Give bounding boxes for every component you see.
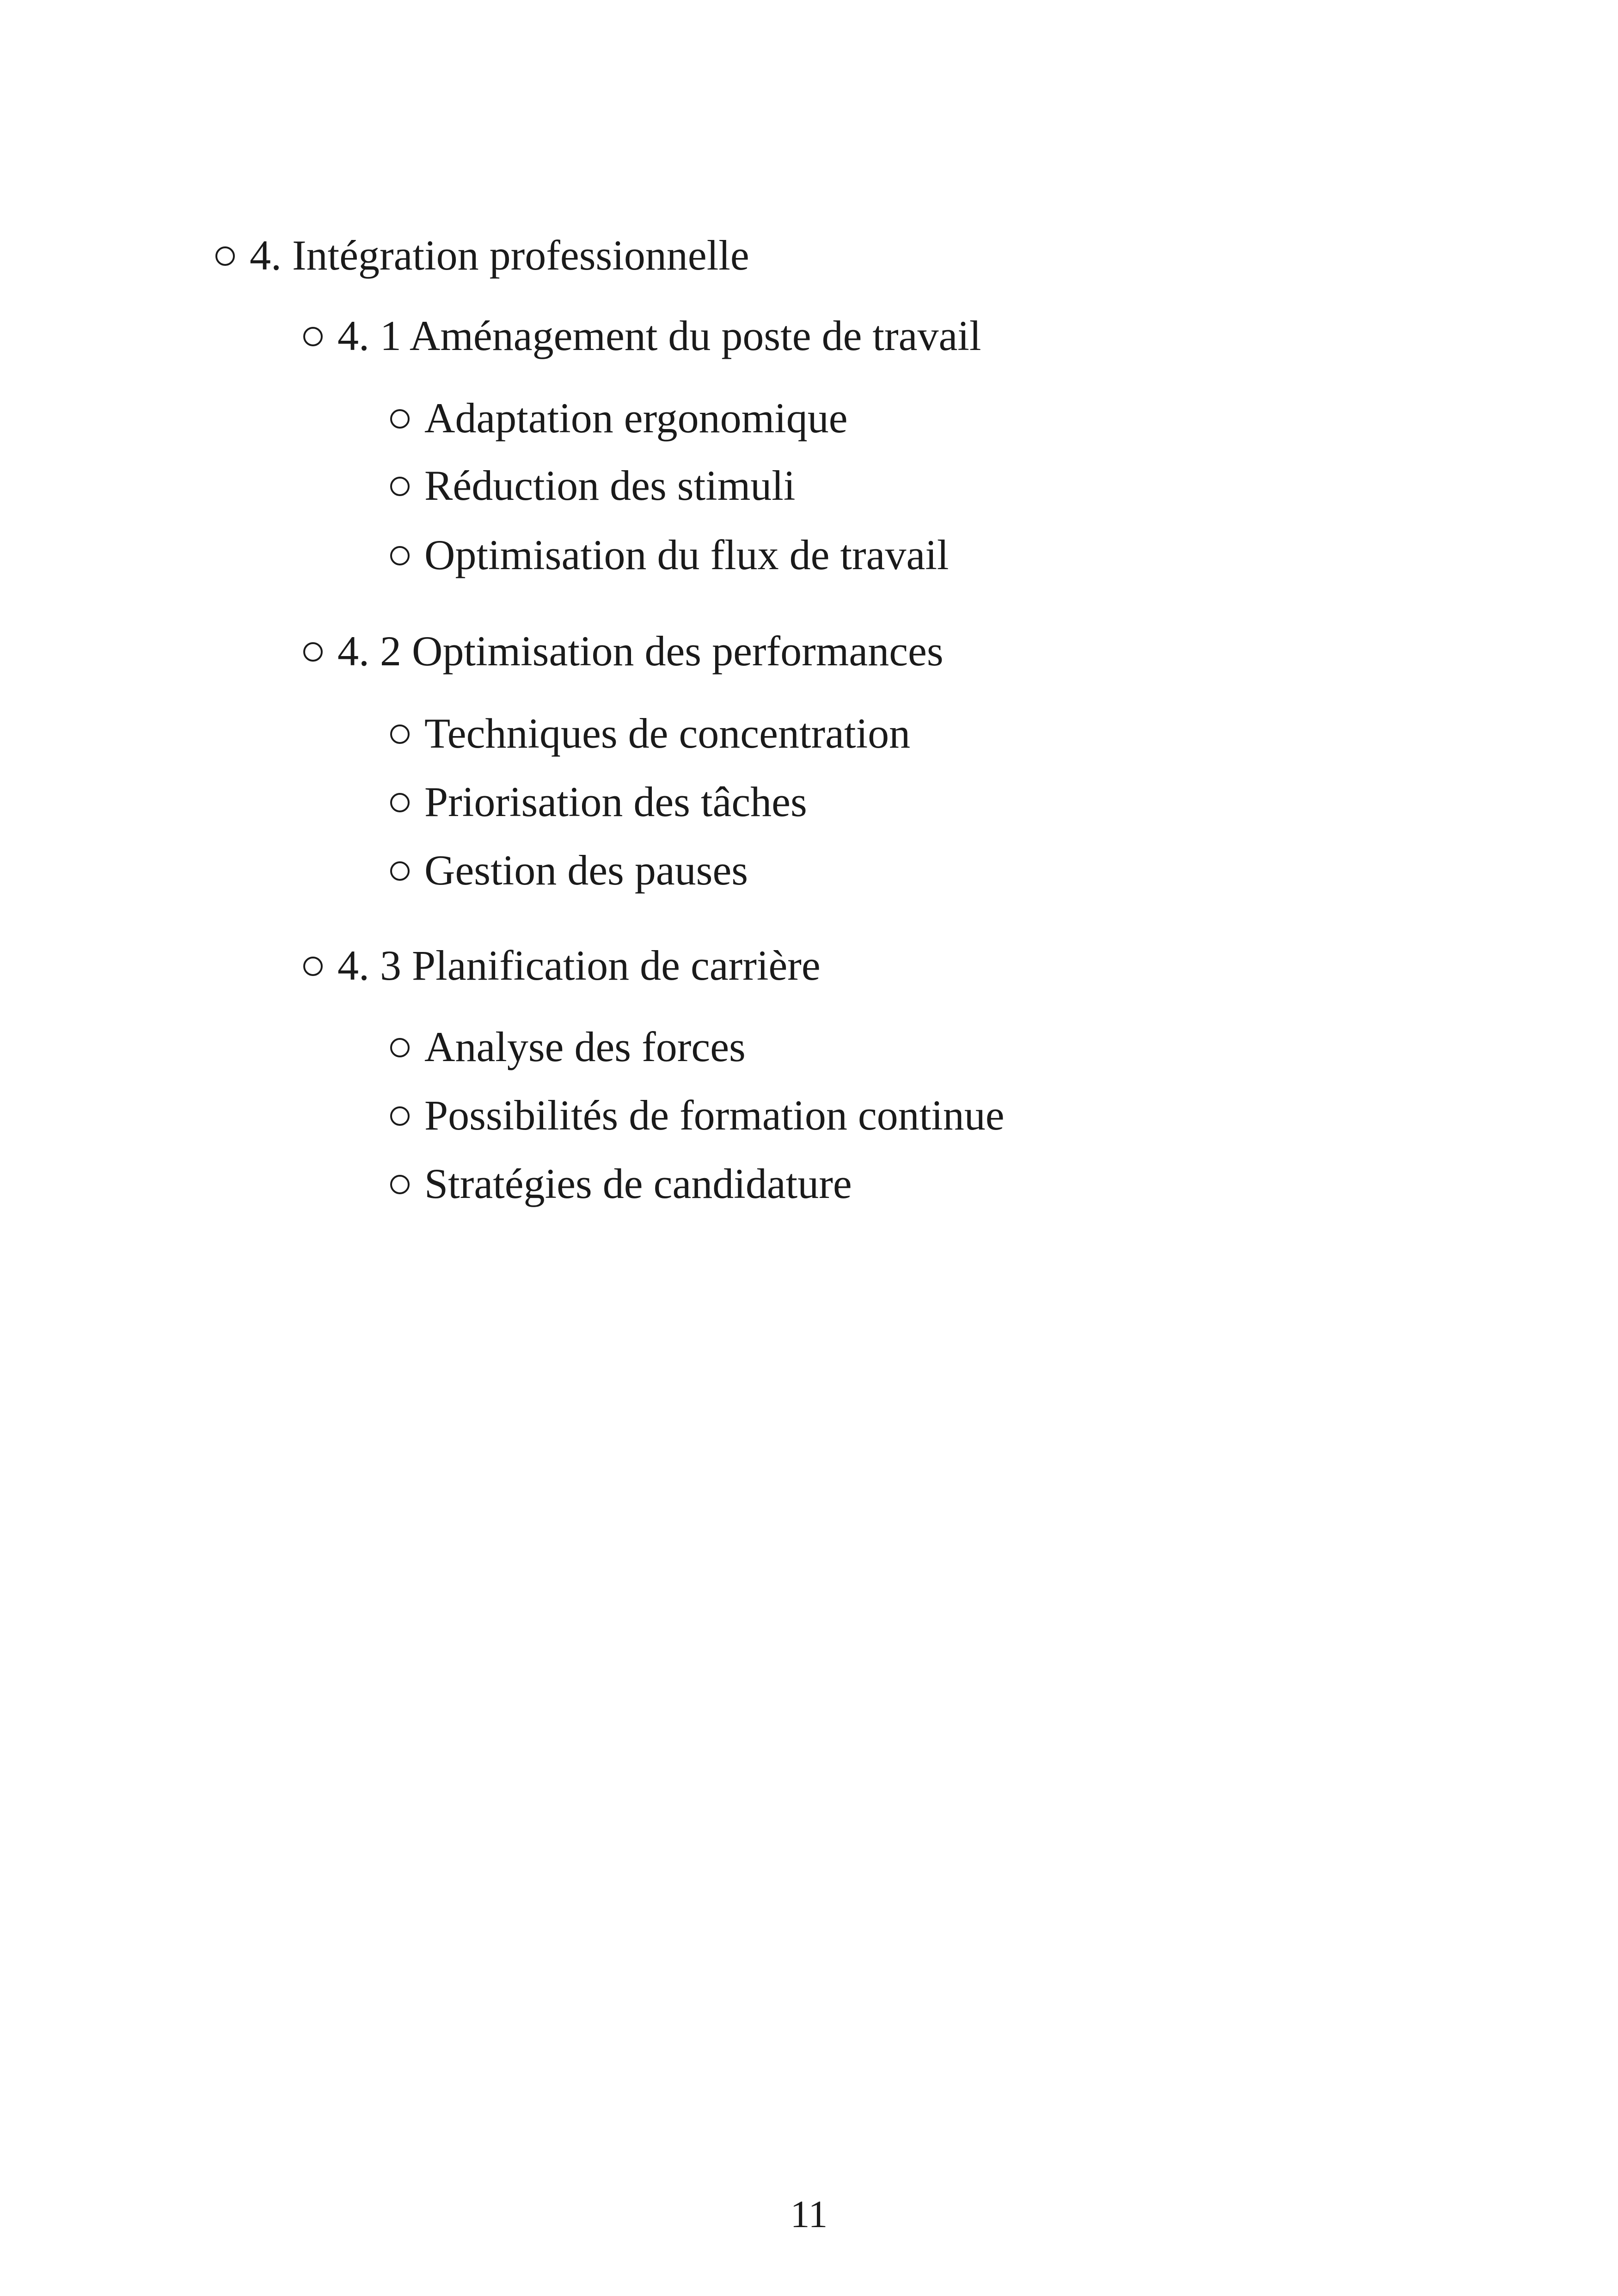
circle-bullet-icon <box>390 477 410 496</box>
list-item <box>390 1092 1005 1139</box>
list-item-text: Réduction des stimuli <box>424 462 796 509</box>
section-heading-text: 4. 2 Optimisation des performances <box>337 627 944 675</box>
list-item-text: Techniques de concentration <box>424 710 911 757</box>
page-number: 11 <box>790 2193 828 2236</box>
list-item-text: Gestion des pauses <box>424 847 748 894</box>
list-item <box>390 712 910 755</box>
list-item <box>390 1162 852 1205</box>
list-item <box>390 847 748 894</box>
circle-bullet-icon <box>390 724 410 744</box>
list-item <box>390 780 807 823</box>
list-item <box>390 1025 746 1068</box>
list-item-text: Analyse des forces <box>424 1023 746 1070</box>
circle-bullet-icon <box>390 793 410 812</box>
section-heading-text: 4. 1 Aménagement du poste de travail <box>337 312 981 359</box>
circle-bullet-icon <box>390 409 410 429</box>
circle-bullet-icon <box>303 957 323 976</box>
list-item <box>390 464 795 507</box>
list-item <box>390 531 949 578</box>
circle-bullet-icon <box>390 1106 410 1126</box>
circle-bullet-icon <box>303 327 323 346</box>
list-item-text: Optimisation du flux de travail <box>424 531 949 578</box>
circle-bullet-icon <box>215 246 235 266</box>
section-heading <box>303 944 821 987</box>
circle-bullet-icon <box>390 1038 410 1057</box>
section-heading-text: 4. 3 Planification de carrière <box>337 942 821 989</box>
list-item <box>390 394 848 442</box>
circle-bullet-icon <box>390 546 410 565</box>
circle-bullet-icon <box>390 1175 410 1194</box>
outline-title-text: 4. Intégration professionnelle <box>250 232 749 279</box>
section-heading <box>303 627 944 675</box>
outline-title <box>215 232 749 279</box>
section-heading <box>303 314 981 357</box>
circle-bullet-icon <box>303 642 323 662</box>
list-item-text: Adaptation ergonomique <box>424 394 848 442</box>
list-item-text: Stratégies de candidature <box>424 1160 852 1207</box>
circle-bullet-icon <box>390 861 410 881</box>
list-item-text: Possibilités de formation continue <box>424 1092 1005 1139</box>
list-item-text: Priorisation des tâches <box>424 778 807 825</box>
